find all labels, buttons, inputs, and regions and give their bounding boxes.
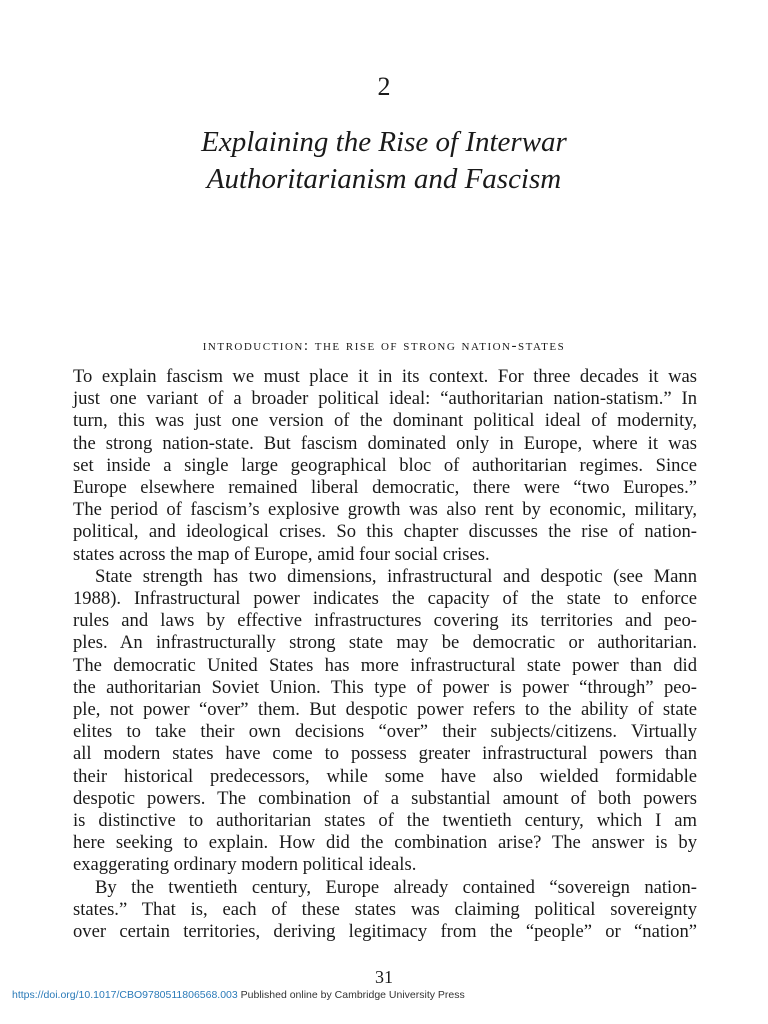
doi-link[interactable]: https://doi.org/10.1017/CBO9780511806568.003 xyxy=(12,989,238,1001)
text-line: over certain territories, deriving legitimacy from the “people” or “nation” xyxy=(73,921,697,943)
text-line: states across the map of Europe, amid four social crises. xyxy=(73,543,490,565)
chapter-title-line-2: Authoritarianism and Fascism xyxy=(206,163,562,195)
text-line: just one variant of a broader political ideal: “authoritarian nation-statism.” In xyxy=(73,388,697,410)
published-online-text: Published online by Cambridge University Press xyxy=(237,989,465,1001)
paragraph-1 xyxy=(73,366,697,566)
text-line: 1988). Infrastructural power indicates the capacity of the state to enforce xyxy=(73,588,697,610)
paragraph-3 xyxy=(73,877,697,944)
text-line: ples. An infrastructurally strong state may be democratic or authoritarian. xyxy=(73,632,697,654)
text-line: turn, this was just one version of the dominant political ideal of modernity, xyxy=(73,410,697,432)
text-line: their historical predecessors, while some have also wielded formidable xyxy=(73,765,697,787)
text-line: ple, not power “over” them. But despotic power refers to the ability of state xyxy=(73,699,697,721)
text-line: the strong nation-state. But fascism dominated only in Europe, where it was xyxy=(73,432,697,454)
text-line: The democratic United States has more infrastructural state power than did xyxy=(73,654,697,676)
text-line: despotic powers. The combination of a substantial amount of both powers xyxy=(73,787,697,809)
text-line: State strength has two dimensions, infrastructural and despotic (see Mann xyxy=(95,565,697,587)
section-heading: introduction: the rise of strong nation-states xyxy=(202,338,566,354)
text-line: Europe elsewhere remained liberal democratic, there were “two Europes.” xyxy=(73,477,697,499)
text-line: states.” That is, each of these states was claiming political sovereignty xyxy=(73,898,697,920)
text-line: To explain fascism we must place it in its context. For three decades it was xyxy=(73,366,697,387)
text-line: the authoritarian Soviet Union. This type of power is power “through” peo- xyxy=(73,676,697,698)
text-line: political, and ideological crises. So this chapter discusses the rise of nation- xyxy=(73,521,697,543)
text-line: The period of fascism’s explosive growth was also rent by economic, military, xyxy=(73,499,697,521)
chapter-number: 2 xyxy=(377,72,391,101)
chapter-title xyxy=(0,124,768,198)
text-line: elites to take their own decisions “over” their subjects/citizens. Virtually xyxy=(73,721,697,743)
text-line: is distinctive to authoritarian states of the twentieth century, which I am xyxy=(73,810,697,832)
text-line: all modern states have come to possess greater infrastructural powers than xyxy=(73,743,697,765)
text-line: By the twentieth century, Europe already contained “sovereign nation- xyxy=(95,876,697,898)
text-line: exaggerating ordinary modern political ideals. xyxy=(73,854,417,876)
publication-footer xyxy=(12,988,465,1002)
text-line: rules and laws by effective infrastructures covering its territories and peo- xyxy=(73,610,697,632)
body-text xyxy=(73,366,697,943)
page-number: 31 xyxy=(375,967,393,987)
chapter-title-line-1: Explaining the Rise of Interwar xyxy=(201,126,567,158)
text-line: set inside a single large geographical bloc of authoritarian regimes. Since xyxy=(73,454,697,476)
paragraph-2 xyxy=(73,566,697,877)
text-line: here seeking to explain. How did the combination arise? The answer is by xyxy=(73,832,697,854)
